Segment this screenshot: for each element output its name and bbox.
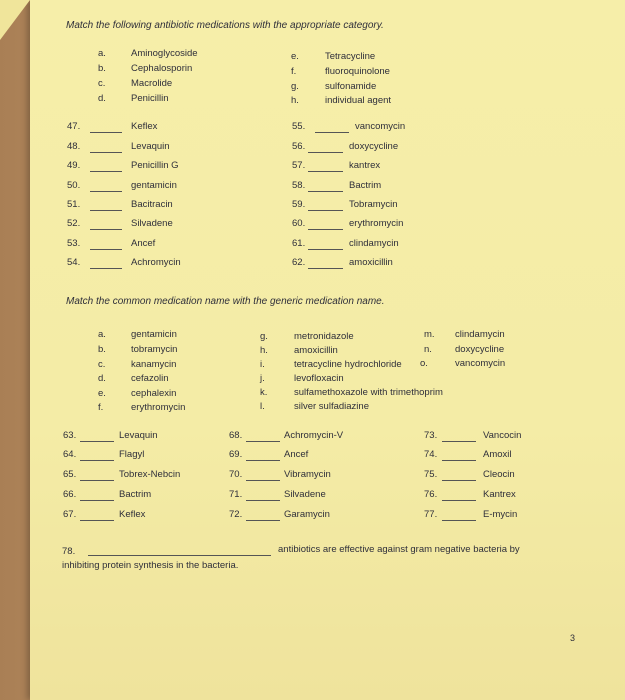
drug-name: clindamycin — [349, 238, 399, 249]
question-number: 71. — [229, 489, 243, 500]
brand-name: Cleocin — [483, 469, 515, 480]
question-number: 49. — [67, 160, 81, 171]
drug-name: Ancef — [131, 238, 156, 249]
brand-name: Levaquin — [119, 430, 158, 441]
drug-name: Keflex — [131, 121, 158, 132]
answer-blank[interactable] — [308, 191, 343, 192]
section2-instruction: Match the common medication name with the generic medication name. — [66, 296, 385, 307]
question-number: 55. — [292, 121, 306, 132]
question-number: 76. — [424, 489, 438, 500]
brand-name: Garamycin — [284, 509, 330, 520]
category-letter: f. — [291, 66, 297, 77]
answer-blank[interactable] — [90, 132, 122, 133]
answer-blank[interactable] — [246, 441, 280, 442]
answer-blank[interactable] — [308, 268, 343, 269]
drug-name: Bactrim — [349, 180, 382, 191]
category-letter: c. — [98, 78, 106, 89]
answer-blank[interactable] — [90, 191, 122, 192]
answer-blank[interactable] — [308, 171, 343, 172]
brand-name: Vancocin — [483, 430, 522, 441]
drug-name: erythromycin — [349, 218, 404, 229]
category-letter: b. — [98, 63, 106, 74]
answer-blank[interactable] — [442, 480, 476, 481]
generic-name: tetracycline hydrochloride — [294, 359, 402, 370]
answer-blank[interactable] — [90, 249, 122, 250]
drug-name: kantrex — [349, 160, 381, 171]
drug-name: vancomycin — [355, 121, 406, 132]
answer-blank[interactable] — [90, 171, 122, 172]
answer-blank[interactable] — [442, 460, 476, 461]
paper-corner — [0, 0, 30, 40]
brand-name: Keflex — [119, 509, 146, 520]
category-name: Tetracycline — [325, 51, 376, 62]
category-name: Macrolide — [131, 78, 173, 89]
category-letter: h. — [291, 95, 299, 106]
answer-blank[interactable] — [80, 520, 114, 521]
generic-name: clindamycin — [455, 329, 505, 340]
brand-name: E-mycin — [483, 509, 518, 520]
drug-name: Penicillin G — [131, 160, 179, 171]
category-name: individual agent — [325, 95, 392, 106]
question-number: 62. — [292, 257, 306, 268]
question-number: 61. — [292, 238, 306, 249]
answer-blank[interactable] — [80, 441, 114, 442]
question-number: 73. — [424, 430, 438, 441]
brand-name: Ancef — [284, 449, 309, 460]
category-name: Penicillin — [131, 93, 169, 104]
question-number: 65. — [63, 469, 77, 480]
answer-blank[interactable] — [80, 480, 114, 481]
brand-name: Achromycin-V — [284, 430, 344, 441]
generic-name: metronidazole — [294, 331, 354, 342]
section1-instruction: Match the following antibiotic medications with the appropriate category. — [66, 20, 384, 31]
answer-blank[interactable] — [308, 249, 343, 250]
drug-name: Bacitracin — [131, 199, 173, 210]
generic-name: gentamicin — [131, 329, 177, 340]
brand-name: Tobrex-Nebcin — [119, 469, 181, 480]
drug-name: amoxicillin — [349, 257, 393, 268]
question-number: 68. — [229, 430, 243, 441]
question-number: 51. — [67, 199, 81, 210]
answer-blank[interactable] — [442, 500, 476, 501]
question-number: 69. — [229, 449, 243, 460]
question-number: 63. — [63, 430, 77, 441]
question-number: 66. — [63, 489, 77, 500]
generic-letter: g. — [260, 331, 268, 342]
generic-letter: c. — [98, 359, 106, 370]
category-name: Cephalosporin — [131, 63, 193, 74]
generic-name: levofloxacin — [294, 373, 344, 384]
generic-letter: f. — [98, 402, 104, 413]
generic-letter: i. — [260, 359, 265, 370]
question-number: 58. — [292, 180, 306, 191]
drug-name: gentamicin — [131, 180, 177, 191]
drug-name: Tobramycin — [349, 199, 398, 210]
question-number: 50. — [67, 180, 81, 191]
generic-letter: d. — [98, 373, 106, 384]
question-number: 64. — [63, 449, 77, 460]
category-letter: g. — [291, 81, 299, 92]
question-number: 72. — [229, 509, 243, 520]
question-number: 77. — [424, 509, 438, 520]
question-number: 74. — [424, 449, 438, 460]
answer-blank[interactable] — [90, 210, 122, 211]
answer-blank[interactable] — [308, 210, 343, 211]
question-number: 60. — [292, 218, 306, 229]
generic-name: vancomycin — [455, 358, 506, 369]
question-number: 52. — [67, 218, 81, 229]
drug-name: Levaquin — [131, 141, 170, 152]
question-number: 53. — [67, 238, 81, 249]
category-letter: d. — [98, 93, 106, 104]
generic-name: kanamycin — [131, 359, 177, 370]
category-name: fluoroquinolone — [325, 66, 390, 77]
category-letter: e. — [291, 51, 299, 62]
brand-name: Silvadene — [284, 489, 326, 500]
generic-letter: n. — [424, 344, 432, 355]
question-number: 75. — [424, 469, 438, 480]
generic-letter: b. — [98, 344, 106, 355]
answer-blank[interactable] — [315, 132, 349, 133]
question-number: 48. — [67, 141, 81, 152]
drug-name: doxycycline — [349, 141, 399, 152]
generic-letter: o. — [420, 358, 428, 369]
generic-letter: h. — [260, 345, 268, 356]
answer-blank[interactable] — [442, 441, 476, 442]
answer-blank[interactable] — [246, 480, 280, 481]
question-number: 70. — [229, 469, 243, 480]
generic-letter: m. — [424, 329, 435, 340]
answer-blank[interactable] — [442, 520, 476, 521]
answer-blank[interactable] — [246, 500, 280, 501]
generic-letter: j. — [260, 373, 265, 384]
answer-blank[interactable] — [80, 460, 114, 461]
generic-name: cephalexin — [131, 388, 177, 399]
generic-letter: a. — [98, 329, 106, 340]
category-name: Aminoglycoside — [131, 48, 198, 59]
answer-blank[interactable] — [246, 460, 280, 461]
question78-text-continued: inhibiting protein synthesis in the bacteria. — [62, 560, 239, 571]
category-letter: a. — [98, 48, 106, 59]
brand-name: Vibramycin — [284, 469, 331, 480]
answer-blank[interactable] — [90, 229, 122, 230]
brand-name: Flagyl — [119, 449, 145, 460]
generic-letter: l. — [260, 401, 265, 412]
question-number: 78. — [62, 546, 76, 557]
brand-name: Bactrim — [119, 489, 152, 500]
answer-blank[interactable] — [246, 520, 280, 521]
generic-name: tobramycin — [131, 344, 178, 355]
answer-blank[interactable] — [90, 152, 122, 153]
answer-blank[interactable] — [308, 152, 343, 153]
answer-blank[interactable] — [88, 555, 271, 556]
generic-name: silver sulfadiazine — [294, 401, 369, 412]
brand-name: Amoxil — [483, 449, 512, 460]
question78-text: antibiotics are effective against gram negative bacteria by — [278, 544, 520, 555]
brand-name: Kantrex — [483, 489, 516, 500]
answer-blank[interactable] — [90, 268, 122, 269]
drug-name: Silvadene — [131, 218, 173, 229]
question-number: 47. — [67, 121, 81, 132]
answer-blank[interactable] — [308, 229, 343, 230]
page-number: 3 — [570, 633, 576, 643]
question-number: 54. — [67, 257, 81, 268]
generic-name: amoxicillin — [294, 345, 338, 356]
question-number: 56. — [292, 141, 306, 152]
drug-name: Achromycin — [131, 257, 181, 268]
generic-letter: k. — [260, 387, 268, 398]
generic-name: erythromycin — [131, 402, 186, 413]
generic-name: cefazolin — [131, 373, 169, 384]
generic-name: sulfamethoxazole with trimethoprim — [294, 387, 443, 398]
question-number: 67. — [63, 509, 77, 520]
category-name: sulfonamide — [325, 81, 377, 92]
question-number: 59. — [292, 199, 306, 210]
generic-letter: e. — [98, 388, 106, 399]
generic-name: doxycycline — [455, 344, 505, 355]
answer-blank[interactable] — [80, 500, 114, 501]
question-number: 57. — [292, 160, 306, 171]
